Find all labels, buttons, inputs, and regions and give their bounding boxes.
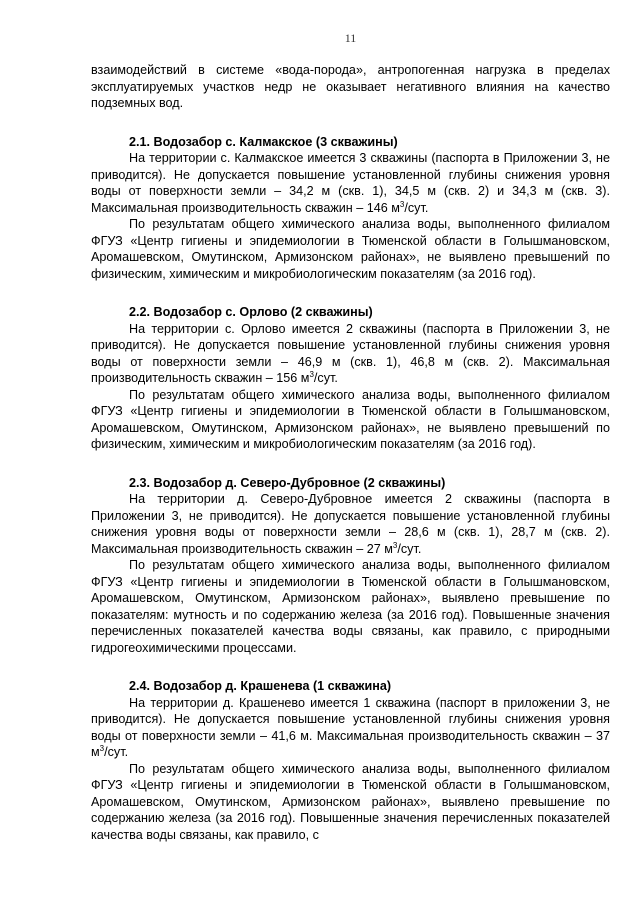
wells-paragraph: На территории д. Крашенево имеется 1 скважина (паспорт в приложении 3, не приводится). Не допускается повышение установленной глубины снижения уровня воды от поверхности земли – 41,6 м. Максимальная производительность скважин – 37 $м^3$/сут. xyxy=(91,695,610,759)
wells-paragraph: На территории с. Орлово имеется 2 скважины (паспорта в Приложении 3, не приводится). Не допускается повышение установленной глубины снижения уровня воды от поверхности земли – 46,9 м (скв. 1), 46,8 м (скв. 2). Максимальная производительность скважин – 156 $м^3$/сут. xyxy=(91,321,610,385)
section-heading: 2.2. Водозабор с. Орлово (2 скважины) xyxy=(129,305,373,319)
page-number: 11 xyxy=(344,31,357,45)
analysis-paragraph: По результатам общего химического анализа воды, выполненного филиалом ФГУЗ «Центр гигиены и эпидемиологии в Тюменской области в Голышмановском, Аромашевском, Омутинском, Армизонском районах», не выявлено превышений по физическим, химическим и микробиологическим показателям (за 2016 год). xyxy=(91,217,610,281)
section-krasheneva xyxy=(91,678,610,843)
analysis-paragraph: По результатам общего химического анализа воды, выполненного филиалом ФГУЗ «Центр гигиены и эпидемиологии в Тюменской области в Голышмановском, Аромашевском, Омутинском, Армизонском районах», выявлено превышение по показателям: мутность и по содержанию железа (за 2016 год). Повышенные значения перечисленных показателей качества воды связаны, как правило, с природными гидрогеохимическими процессами. xyxy=(91,558,610,655)
wells-paragraph: На территории д. Северо-Дубровное имеется 2 скважины (паспорта в Приложении 3, не приводится). Не допускается повышение установленной глубины снижения уровня воды от поверхности земли – 28,6 м (скв. 1), 28,7 м (скв. 2). Максимальная производительность скважин – 27 $м^3$/сут. xyxy=(91,492,610,556)
section-severo-dubrovnoe xyxy=(91,475,610,657)
wells-paragraph: На территории с. Калмакское имеется 3 скважины (паспорта в Приложении 3, не приводится). Не допускается повышение установленной глубины снижения уровня воды от поверхности земли – 34,2 м (скв. 1), 34,5 м (скв. 2) и 34,3 м (скв. 3). Максимальная производительность скважин – 146 $м^3$/сут. xyxy=(91,151,610,215)
analysis-paragraph: По результатам общего химического анализа воды, выполненного филиалом ФГУЗ «Центр гигиены и эпидемиологии в Тюменской области в Голышмановском, Аромашевском, Омутинском, Армизонском районах», выявлено превышение по содержанию железа (за 2016 год). Повышенные значения перечисленных показателей качества воды связаны, как правило, с xyxy=(91,761,610,842)
section-heading: 2.4. Водозабор д. Крашенева (1 скважина) xyxy=(129,679,392,693)
section-orlovo xyxy=(91,304,610,453)
analysis-paragraph: По результатам общего химического анализа воды, выполненного филиалом ФГУЗ «Центр гигиены и эпидемиологии в Тюменской области в Голышмановском, Аромашевском, Омутинском, Армизонском районах», не выявлено превышений по физическим, химическим и микробиологическим показателям (за 2016 год). xyxy=(91,387,610,451)
section-kalmakskoe xyxy=(91,134,610,283)
section-heading: 2.3. Водозабор д. Северо-Дубровное (2 скважины) xyxy=(129,475,446,490)
intro-paragraph: взаимодействий в системе «вода-порода», антропогенная нагрузка в пределах эксплуатируемых участков недр не оказывает негативного влияния на качество подземных вод. xyxy=(91,63,610,110)
section-heading: 2.1. Водозабор с. Калмакское (3 скважины) xyxy=(129,134,398,149)
